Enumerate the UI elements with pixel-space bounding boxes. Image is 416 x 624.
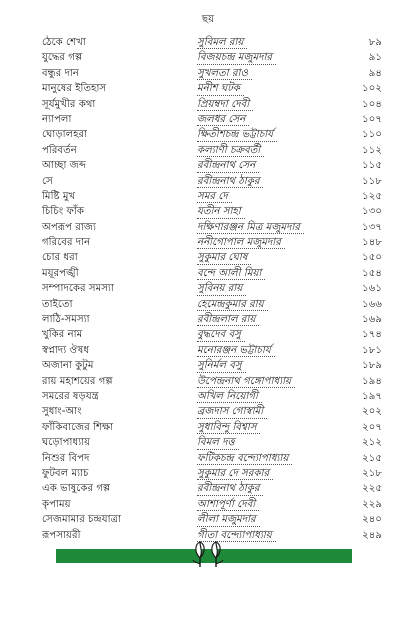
toc-page-number: ৯৪ bbox=[368, 67, 382, 79]
toc-row bbox=[42, 112, 382, 127]
toc-row bbox=[42, 297, 382, 312]
toc-row bbox=[42, 66, 382, 81]
toc-author: উপেন্দ্রনাথ গঙ্গোপাধ্যায় bbox=[197, 374, 291, 389]
page-header-label: ছয় bbox=[202, 14, 214, 25]
toc-author: দক্ষিণারঞ্জন মিত্র মজুমদার bbox=[197, 220, 300, 235]
toc-author: সুনির্মল বসু bbox=[197, 358, 242, 373]
toc-title: বন্ধুর দান bbox=[42, 67, 79, 79]
toc-row bbox=[42, 158, 382, 173]
toc-title: ঠেকে শেখা bbox=[42, 37, 86, 48]
toc-page-number: ২০৭ bbox=[362, 421, 382, 433]
toc-page-number: ২১৫ bbox=[362, 452, 382, 464]
toc-page-number: ১১৫ bbox=[362, 160, 382, 172]
toc-title: নিশুর বিপদ bbox=[42, 452, 90, 464]
toc-page-number: ২১২ bbox=[362, 437, 382, 449]
toc-title: আচ্ছা জব্দ bbox=[42, 160, 86, 172]
toc-title: ঘোড়ালহরা bbox=[42, 129, 88, 141]
toc-row bbox=[42, 389, 382, 404]
toc-row bbox=[42, 343, 382, 358]
toc-title: লাঠি-সমস্যা bbox=[42, 314, 90, 326]
toc-author: হেমেন্দ্রকুমার রায় bbox=[197, 297, 264, 312]
toc-title: পরিবর্তন bbox=[42, 144, 77, 156]
toc-row bbox=[42, 50, 382, 65]
toc-page-number: ৯১ bbox=[368, 52, 382, 64]
toc-row bbox=[42, 374, 382, 389]
toc-title: যুদ্ধের গল্প bbox=[42, 52, 83, 64]
toc-title: অজানা কুটুম bbox=[42, 360, 94, 372]
toc-row bbox=[42, 512, 382, 527]
toc-row bbox=[42, 235, 382, 250]
table-of-contents bbox=[42, 35, 382, 543]
toc-page-number: ২০২ bbox=[362, 406, 382, 418]
toc-row bbox=[42, 250, 382, 265]
toc-row bbox=[42, 143, 382, 158]
toc-title: সম্পাদকের সমস্যা bbox=[42, 283, 114, 295]
toc-author: অখিল নিয়োগী bbox=[197, 389, 258, 404]
toc-title: সেজমামার চন্দ্রযাত্রা bbox=[42, 514, 122, 526]
toc-author: গীতা বন্দ্যোপাধ্যায় bbox=[197, 528, 272, 543]
toc-page-number: ১৮১ bbox=[362, 344, 382, 356]
toc-page-number: ২৪৯ bbox=[362, 529, 382, 541]
toc-title: স্বপ্নাদ্য ঔষধ bbox=[42, 344, 90, 356]
toc-author: বিমল দত্ত bbox=[197, 435, 235, 450]
toc-author: জলধর সেন bbox=[197, 112, 245, 127]
toc-page-number: ১৬১ bbox=[362, 283, 382, 295]
toc-title: গরিবের দান bbox=[42, 237, 91, 249]
toc-title: তাইতো bbox=[42, 298, 73, 310]
toc-author: ননীগোপাল মজুমদার bbox=[197, 235, 281, 250]
toc-row bbox=[42, 466, 382, 481]
toc-title: ফুটবল ম্যাচ bbox=[42, 467, 89, 479]
toc-row bbox=[42, 81, 382, 96]
toc-title: এক ভাষুকের গল্প bbox=[42, 483, 111, 495]
toc-page-number: ৮৯ bbox=[368, 37, 382, 48]
toc-row bbox=[42, 404, 382, 419]
toc-title: মিষ্টি মুখ bbox=[42, 190, 76, 202]
toc-page-number: ১৭৪ bbox=[362, 329, 382, 341]
toc-title: সমরের ষড়যন্ত্র bbox=[42, 390, 99, 402]
toc-row bbox=[42, 174, 382, 189]
toc-row bbox=[42, 281, 382, 296]
toc-author: ক্ষিতীশচন্দ্র ভট্টাচার্য bbox=[197, 127, 273, 142]
toc-title: ঘড়োপাধ্যায় bbox=[42, 437, 91, 449]
toc-page-number: ১৯৪ bbox=[362, 375, 382, 387]
toc-page-number: ১৬৬ bbox=[362, 298, 382, 310]
toc-author: বন্দে আলী মিয়া bbox=[197, 266, 261, 281]
toc-author: মনোরঞ্জন ভট্টাচার্য bbox=[197, 343, 271, 358]
toc-page-number: ২২৯ bbox=[362, 498, 382, 510]
toc-row bbox=[42, 327, 382, 342]
toc-title: রায় মহাশয়ের গল্প bbox=[42, 375, 113, 387]
toc-row bbox=[42, 435, 382, 450]
toc-row bbox=[42, 481, 382, 496]
toc-page-number: ১০৭ bbox=[362, 113, 382, 125]
toc-page-number: ১০২ bbox=[362, 83, 382, 95]
toc-author: সুখলতা রাও bbox=[197, 66, 248, 81]
toc-row bbox=[42, 35, 382, 50]
toc-title: চোর ধরা bbox=[42, 252, 78, 264]
toc-author: ব্রজদাস গোস্বামী bbox=[197, 404, 263, 419]
toc-author: লীলা মজুমদার bbox=[197, 512, 256, 527]
toc-page-number: ২৪০ bbox=[362, 514, 382, 526]
toc-author: সুবিনয় রায় bbox=[197, 281, 242, 296]
toc-page-number: ১৩০ bbox=[362, 206, 382, 218]
double-tulip-ornament-icon bbox=[191, 540, 225, 570]
toc-page-number: ১১৮ bbox=[362, 175, 382, 187]
toc-author: রবীন্দ্রনাথ ঠাকুর bbox=[197, 174, 259, 189]
toc-page-number: ২১৮ bbox=[362, 467, 382, 479]
toc-page-number: ১৩৭ bbox=[362, 221, 382, 233]
toc-title: সে bbox=[42, 175, 53, 187]
toc-row bbox=[42, 127, 382, 142]
toc-author: কল্যাণী চক্রবর্তী bbox=[197, 143, 260, 158]
toc-page-number: ১৮৯ bbox=[362, 360, 382, 372]
toc-author: ফটিকচন্দ্র বন্দ্যোপাধ্যায় bbox=[197, 451, 288, 466]
toc-row bbox=[42, 189, 382, 204]
toc-author: সুবিমল রায় bbox=[197, 35, 243, 50]
toc-page-number: ১৯৭ bbox=[362, 390, 382, 402]
toc-page-number: ১১২ bbox=[362, 144, 382, 156]
toc-author: যতীন সাহা bbox=[197, 204, 241, 219]
toc-title: কৃপাময় bbox=[42, 498, 71, 510]
toc-page-number: ১৬৯ bbox=[362, 314, 382, 326]
toc-title: অপরূপ রাজ্য bbox=[42, 221, 96, 233]
toc-author: রবীন্দ্রলাল রায় bbox=[197, 312, 255, 327]
toc-page-number: ১৫৪ bbox=[362, 267, 382, 279]
toc-row bbox=[42, 266, 382, 281]
toc-title: সুধাং-আং bbox=[42, 406, 82, 418]
toc-author: রবীন্দ্রনাথ সেন bbox=[197, 158, 255, 173]
toc-row bbox=[42, 497, 382, 512]
toc-row bbox=[42, 420, 382, 435]
toc-author: সুকুমার দে সরকার bbox=[197, 466, 269, 481]
toc-row bbox=[42, 451, 382, 466]
toc-author: মনীশ ঘটক bbox=[197, 81, 240, 96]
toc-row bbox=[42, 220, 382, 235]
toc-author: আশাপূর্ণা দেবী bbox=[197, 497, 255, 512]
toc-row bbox=[42, 204, 382, 219]
toc-page-number: ১০৪ bbox=[362, 98, 382, 110]
toc-title: চিচিং ফাঁক bbox=[42, 206, 84, 218]
toc-page-number: ২২৫ bbox=[362, 483, 382, 495]
toc-author: সমর দে bbox=[197, 189, 228, 204]
toc-author: বিজয়চন্দ্র মজুমদার bbox=[197, 50, 272, 65]
toc-row bbox=[42, 358, 382, 373]
toc-author: বুদ্ধদেব বসু bbox=[197, 327, 241, 342]
toc-title: ময়ূরপঙ্খী bbox=[42, 267, 79, 279]
toc-row bbox=[42, 97, 382, 112]
toc-title: ফাঁকিবাজের শিক্ষা bbox=[42, 421, 114, 433]
toc-title: মানুষের ইতিহাস bbox=[42, 83, 107, 95]
toc-row bbox=[42, 312, 382, 327]
toc-author: সুকুমার ঘোষ bbox=[197, 250, 247, 265]
toc-page-number: ১৪৮ bbox=[362, 237, 382, 249]
toc-author: সুধাবিন্দু বিশ্বাস bbox=[197, 420, 256, 435]
toc-title: ন্যাপলা bbox=[42, 113, 72, 125]
toc-page-number: ১১০ bbox=[362, 129, 382, 141]
toc-title: সূর্যমুখীর কথা bbox=[42, 98, 96, 110]
toc-page-number: ১৫০ bbox=[362, 252, 382, 264]
toc-author: প্রিয়ম্বদা দেবী bbox=[197, 97, 249, 112]
toc-title: রূপসায়রী bbox=[42, 529, 81, 541]
toc-author: রবীন্দ্রনাথ ঠাকুর bbox=[197, 481, 259, 496]
toc-title: খুকির নাম bbox=[42, 329, 83, 341]
toc-page-number: ১২৫ bbox=[362, 190, 382, 202]
